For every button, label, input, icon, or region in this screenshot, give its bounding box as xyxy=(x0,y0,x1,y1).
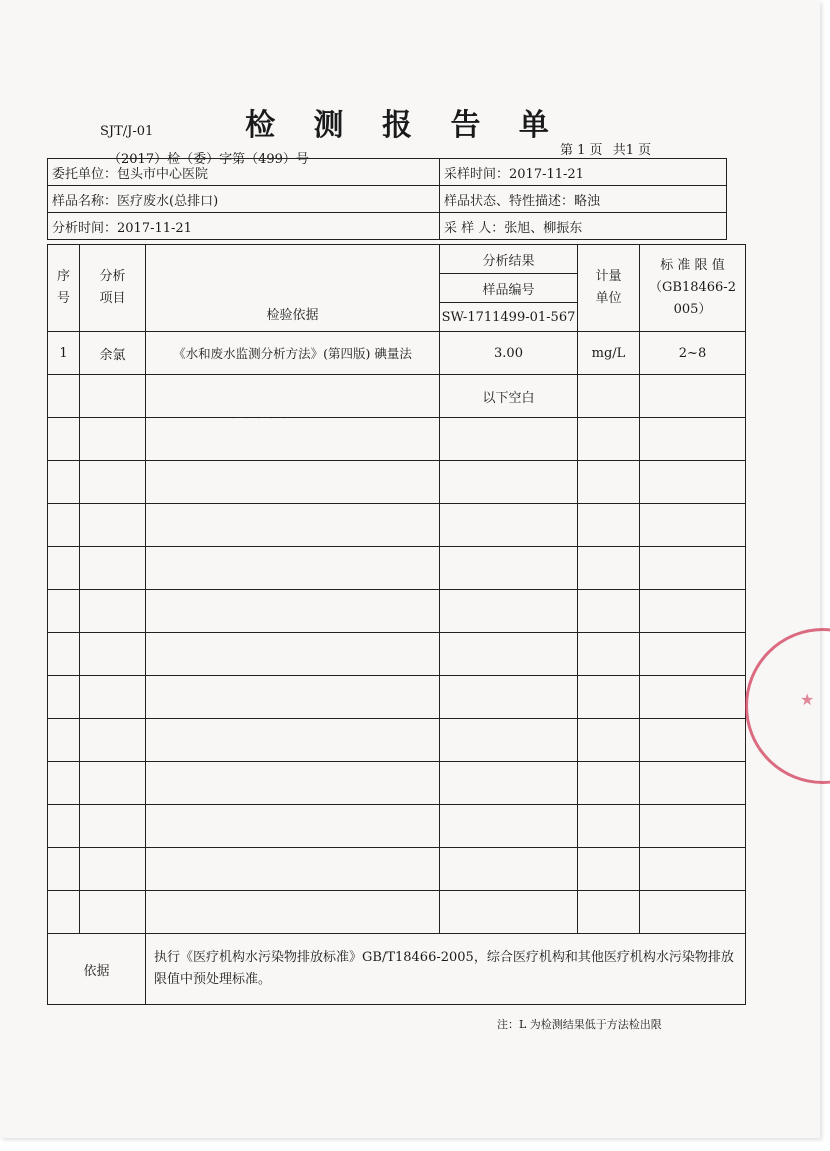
form-code: SJT/J-01 xyxy=(100,124,154,139)
report-title: 检 测 报 告 单 xyxy=(245,108,563,143)
footnote: 注：L 为检测结果低于方法检出限 xyxy=(497,1018,662,1031)
document-number: （2017）检（委）字第（499）号 xyxy=(108,152,309,167)
table-row xyxy=(48,375,746,418)
col-seq-header: 序 号 xyxy=(48,245,80,332)
col-result-header: 分析结果 xyxy=(440,245,578,274)
row-limit: 2~8 xyxy=(640,332,746,375)
client-cell: 委托单位：包头市中心医院 xyxy=(48,159,440,186)
sampling-time-cell: 采样时间：2017-11-21 xyxy=(440,159,727,186)
sampler-cell: 采 样 人：张旭、柳振东 xyxy=(440,213,727,240)
row-basis: 《水和废水监测分析方法》(第四版) 碘量法 xyxy=(146,332,440,375)
watermark-ghost: . . . . . xyxy=(230,400,288,424)
page-number: 第 1 页 xyxy=(560,143,603,158)
sample-no-value: SW-1711499-01-567 xyxy=(440,303,578,332)
sample-state-cell: 样品状态、特性描述：略浊 xyxy=(440,186,727,213)
col-basis-header: 检验依据 xyxy=(146,245,440,332)
row-item: 余氯 xyxy=(80,332,146,375)
table-row xyxy=(48,332,746,375)
analysis-time-cell: 分析时间：2017-11-21 xyxy=(48,213,440,240)
col-item-header: 分析 项目 xyxy=(80,245,146,332)
row-seq: 1 xyxy=(48,332,80,375)
seal-star-icon: ★ xyxy=(800,690,815,709)
results-table xyxy=(47,244,746,1005)
col-sample-no-header: 样品编号 xyxy=(440,274,578,303)
row-unit: mg/L xyxy=(578,332,640,375)
page-total: 共1 页 xyxy=(612,143,652,158)
col-limit-header: 标 准 限 值 （GB18466-2 005） xyxy=(640,245,746,332)
col-unit-header: 计量 单位 xyxy=(578,245,640,332)
row-result: 3.00 xyxy=(440,332,578,375)
page-info xyxy=(560,139,657,158)
sample-name-cell: 样品名称：医疗废水(总排口) xyxy=(48,186,440,213)
sample-info-table xyxy=(47,158,727,240)
blank-note: 以下空白 xyxy=(440,375,578,418)
basis-text: 执行《医疗机构水污染物排放标准》GB/T18466-2005，综合医疗机构和其他医疗机构水污染物排放限值中预处理标准。 xyxy=(146,934,746,1005)
basis-label: 依据 xyxy=(48,934,146,1005)
